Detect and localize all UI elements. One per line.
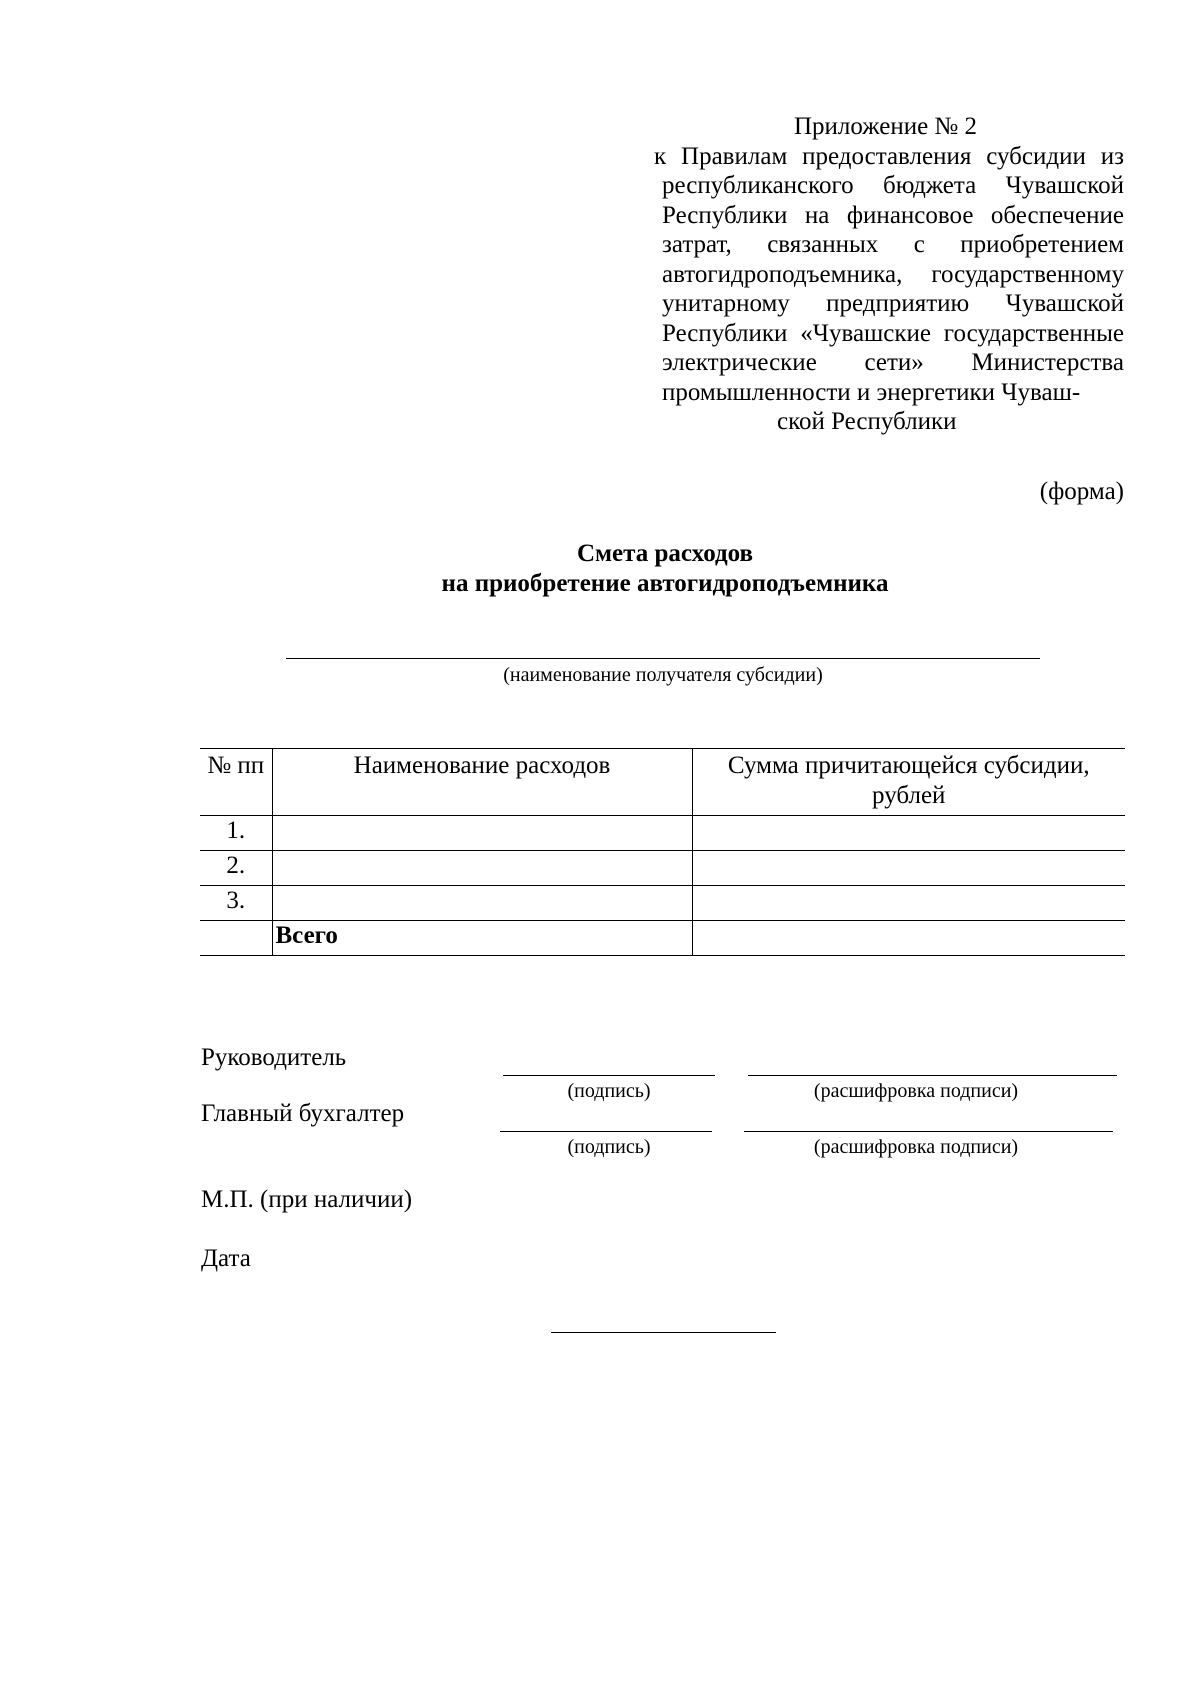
appendix-text	[654, 142, 1124, 437]
row-amount-cell[interactable]	[692, 851, 1125, 886]
total-amount-cell[interactable]	[692, 921, 1125, 956]
row-name-cell[interactable]	[272, 851, 692, 886]
date-label: Дата	[201, 1245, 251, 1272]
form-label: (форма)	[1039, 478, 1124, 505]
row-num: 3.	[200, 886, 272, 921]
row-name-cell[interactable]	[272, 816, 692, 851]
head-signature-line[interactable]	[503, 1075, 715, 1076]
accountant-decoding-line[interactable]	[744, 1131, 1113, 1132]
accountant-decoding-caption: (расшифровка подписи)	[813, 1136, 1019, 1158]
table-row	[200, 816, 1125, 851]
end-divider	[551, 1332, 776, 1333]
head-signature-caption: (подпись)	[567, 1080, 651, 1102]
table-row	[200, 886, 1125, 921]
appendix-number: Приложение № 2	[794, 113, 978, 140]
title-line-1: Смета расходов	[576, 540, 754, 567]
appendix-block	[654, 112, 1124, 437]
table-header-row	[200, 749, 1125, 816]
accountant-signature-line[interactable]	[500, 1131, 712, 1132]
row-amount-cell[interactable]	[692, 816, 1125, 851]
head-label: Руководитель	[201, 1044, 347, 1071]
header-name: Наименование расходов	[272, 749, 692, 816]
recipient-name-field[interactable]	[286, 658, 1040, 659]
stamp-label: М.П. (при наличии)	[201, 1186, 413, 1213]
accountant-label: Главный бухгалтер	[201, 1100, 405, 1127]
total-label: Всего	[272, 921, 692, 956]
header-amount: Сумма причитающейся субсидии, рублей	[692, 749, 1125, 816]
table-row	[200, 851, 1125, 886]
cost-table	[200, 748, 1125, 956]
total-row	[200, 921, 1125, 956]
head-decoding-line[interactable]	[748, 1075, 1117, 1076]
row-amount-cell[interactable]	[692, 886, 1125, 921]
appendix-text-end: ской Республики	[777, 408, 957, 435]
row-num: 1.	[200, 816, 272, 851]
head-decoding-caption: (расшифровка подписи)	[813, 1080, 1019, 1102]
recipient-caption: (наименование получателя субсидии)	[503, 664, 823, 686]
total-num-cell	[200, 921, 272, 956]
header-num: № пп	[200, 749, 272, 816]
row-name-cell[interactable]	[272, 886, 692, 921]
appendix-text-main: к Правилам предоставления субсидии из республиканского бюджета Чувашской Республики на финансовое обеспечение затрат, связанных с приобретением автогидроподъемника, государственному унитарному предприятию Чувашской Республики «Чувашские государственные электрические сети» Министерства промышленности и энергетики Чуваш-	[654, 142, 1124, 406]
title-line-2: на приобретение автогидроподъемника	[441, 570, 889, 597]
document-title	[0, 539, 1200, 599]
accountant-signature-caption: (подпись)	[567, 1136, 651, 1158]
row-num: 2.	[200, 851, 272, 886]
